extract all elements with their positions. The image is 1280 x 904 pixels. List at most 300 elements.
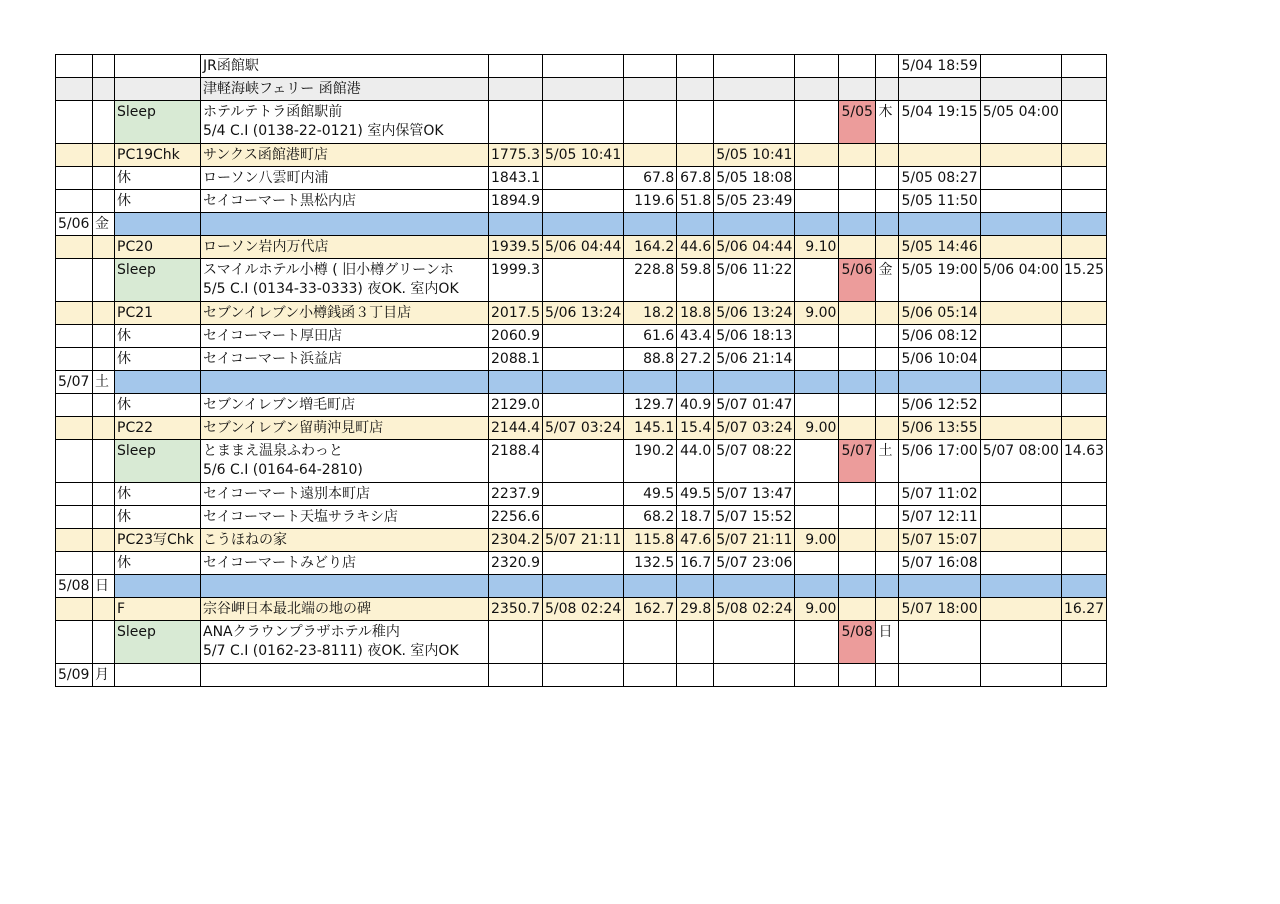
cell-speed[interactable] (795, 621, 839, 664)
cell-speed[interactable] (795, 167, 839, 190)
cell-sleep-date[interactable] (839, 394, 876, 417)
cell-arrival[interactable]: 5/06 21:14 (714, 348, 795, 371)
cell-arrival[interactable] (714, 213, 795, 236)
cell-location[interactable]: セイコーマート厚田店 (201, 325, 489, 348)
cell-pc-time[interactable]: 5/07 21:11 (543, 529, 624, 552)
cell-label[interactable]: 休 (115, 506, 201, 529)
cell-hours[interactable] (1061, 325, 1106, 348)
cell-speed[interactable] (795, 78, 839, 101)
cell-arrival[interactable]: 5/06 18:13 (714, 325, 795, 348)
cell-plan-end[interactable] (980, 167, 1061, 190)
cell-date[interactable]: 5/09 (56, 664, 93, 687)
cell-arrival[interactable]: 5/05 18:08 (714, 167, 795, 190)
cell-pc-time[interactable] (543, 552, 624, 575)
cell-hours[interactable] (1061, 417, 1106, 440)
cell-sleep-weekday[interactable] (876, 167, 899, 190)
cell-label[interactable]: Sleep (115, 621, 201, 664)
cell-segment-distance[interactable]: 18.7 (677, 506, 714, 529)
cell-date[interactable] (56, 483, 93, 506)
cell-location[interactable]: JR函館駅 (201, 55, 489, 78)
cell-hours[interactable] (1061, 575, 1106, 598)
cell-plan-end[interactable] (980, 664, 1061, 687)
cell-weekday[interactable] (93, 506, 115, 529)
cell-plan-end[interactable] (980, 55, 1061, 78)
cell-label[interactable]: PC19Chk (115, 144, 201, 167)
cell-distance[interactable]: 2017.5 (489, 302, 543, 325)
cell-hours[interactable] (1061, 55, 1106, 78)
cell-segment-total[interactable]: 88.8 (624, 348, 677, 371)
cell-sleep-date[interactable] (839, 664, 876, 687)
cell-plan-end[interactable]: 5/05 04:00 (980, 101, 1061, 144)
cell-pc-time[interactable]: 5/07 03:24 (543, 417, 624, 440)
cell-arrival[interactable]: 5/05 23:49 (714, 190, 795, 213)
cell-segment-distance[interactable] (677, 101, 714, 144)
cell-date[interactable] (56, 598, 93, 621)
cell-weekday[interactable] (93, 598, 115, 621)
cell-distance[interactable] (489, 78, 543, 101)
cell-plan-time[interactable]: 5/04 18:59 (899, 55, 980, 78)
cell-date[interactable] (56, 621, 93, 664)
cell-speed[interactable] (795, 144, 839, 167)
cell-speed[interactable] (795, 394, 839, 417)
cell-pc-time[interactable] (543, 190, 624, 213)
cell-hours[interactable] (1061, 664, 1106, 687)
cell-speed[interactable]: 9.00 (795, 598, 839, 621)
cell-location[interactable]: ANAクラウンプラザホテル稚内 5/7 C.I (0162-23-8111) 夜OK. 室内OK (201, 621, 489, 664)
cell-sleep-weekday[interactable] (876, 483, 899, 506)
cell-label[interactable] (115, 55, 201, 78)
cell-plan-end[interactable] (980, 144, 1061, 167)
cell-distance[interactable]: 2188.4 (489, 440, 543, 483)
cell-sleep-date[interactable] (839, 371, 876, 394)
cell-label[interactable] (115, 213, 201, 236)
cell-segment-distance[interactable] (677, 664, 714, 687)
cell-sleep-date[interactable] (839, 302, 876, 325)
cell-arrival[interactable] (714, 575, 795, 598)
cell-hours[interactable]: 15.25 (1061, 259, 1106, 302)
cell-label[interactable]: PC21 (115, 302, 201, 325)
cell-segment-total[interactable]: 228.8 (624, 259, 677, 302)
cell-speed[interactable] (795, 348, 839, 371)
cell-plan-end[interactable] (980, 213, 1061, 236)
cell-sleep-weekday[interactable] (876, 236, 899, 259)
cell-segment-total[interactable]: 68.2 (624, 506, 677, 529)
cell-sleep-weekday[interactable]: 土 (876, 440, 899, 483)
cell-location[interactable]: ホテルテトラ函館駅前 5/4 C.I (0138-22-0121) 室内保管OK (201, 101, 489, 144)
cell-location[interactable] (201, 213, 489, 236)
cell-distance[interactable]: 2304.2 (489, 529, 543, 552)
cell-hours[interactable] (1061, 506, 1106, 529)
cell-pc-time[interactable] (543, 167, 624, 190)
cell-plan-time[interactable] (899, 575, 980, 598)
cell-weekday[interactable]: 月 (93, 664, 115, 687)
cell-plan-time[interactable]: 5/05 14:46 (899, 236, 980, 259)
cell-weekday[interactable] (93, 325, 115, 348)
cell-distance[interactable] (489, 371, 543, 394)
cell-weekday[interactable] (93, 483, 115, 506)
cell-segment-total[interactable]: 49.5 (624, 483, 677, 506)
cell-sleep-date[interactable]: 5/05 (839, 101, 876, 144)
cell-segment-total[interactable] (624, 55, 677, 78)
cell-segment-distance[interactable]: 59.8 (677, 259, 714, 302)
cell-label[interactable]: 休 (115, 483, 201, 506)
cell-date[interactable] (56, 302, 93, 325)
cell-plan-end[interactable] (980, 78, 1061, 101)
cell-weekday[interactable] (93, 236, 115, 259)
cell-segment-total[interactable] (624, 664, 677, 687)
cell-speed[interactable] (795, 55, 839, 78)
cell-weekday[interactable] (93, 529, 115, 552)
cell-plan-time[interactable]: 5/05 08:27 (899, 167, 980, 190)
cell-plan-end[interactable] (980, 325, 1061, 348)
cell-distance[interactable]: 2060.9 (489, 325, 543, 348)
cell-label[interactable]: PC20 (115, 236, 201, 259)
cell-segment-total[interactable]: 61.6 (624, 325, 677, 348)
cell-distance[interactable]: 2144.4 (489, 417, 543, 440)
cell-sleep-date[interactable] (839, 190, 876, 213)
cell-pc-time[interactable]: 5/06 04:44 (543, 236, 624, 259)
cell-pc-time[interactable] (543, 78, 624, 101)
cell-plan-end[interactable] (980, 302, 1061, 325)
cell-hours[interactable] (1061, 483, 1106, 506)
cell-location[interactable]: セブンイレブン増毛町店 (201, 394, 489, 417)
cell-sleep-date[interactable] (839, 325, 876, 348)
cell-location[interactable] (201, 575, 489, 598)
cell-segment-total[interactable]: 162.7 (624, 598, 677, 621)
cell-sleep-date[interactable] (839, 55, 876, 78)
cell-speed[interactable]: 9.10 (795, 236, 839, 259)
cell-segment-distance[interactable] (677, 371, 714, 394)
cell-speed[interactable] (795, 213, 839, 236)
cell-arrival[interactable]: 5/06 13:24 (714, 302, 795, 325)
cell-sleep-date[interactable] (839, 348, 876, 371)
cell-segment-total[interactable] (624, 213, 677, 236)
cell-plan-end[interactable] (980, 552, 1061, 575)
cell-date[interactable] (56, 55, 93, 78)
cell-pc-time[interactable]: 5/08 02:24 (543, 598, 624, 621)
cell-pc-time[interactable] (543, 213, 624, 236)
cell-speed[interactable] (795, 440, 839, 483)
cell-pc-time[interactable] (543, 621, 624, 664)
cell-label[interactable]: F (115, 598, 201, 621)
cell-hours[interactable]: 16.27 (1061, 598, 1106, 621)
cell-segment-total[interactable] (624, 144, 677, 167)
cell-arrival[interactable]: 5/06 11:22 (714, 259, 795, 302)
cell-date[interactable] (56, 167, 93, 190)
cell-arrival[interactable] (714, 78, 795, 101)
cell-sleep-weekday[interactable] (876, 325, 899, 348)
cell-distance[interactable]: 2256.6 (489, 506, 543, 529)
cell-speed[interactable] (795, 664, 839, 687)
cell-location[interactable]: こうほねの家 (201, 529, 489, 552)
cell-plan-end[interactable] (980, 529, 1061, 552)
cell-sleep-date[interactable] (839, 575, 876, 598)
cell-pc-time[interactable] (543, 101, 624, 144)
cell-plan-time[interactable]: 5/07 15:07 (899, 529, 980, 552)
cell-weekday[interactable] (93, 190, 115, 213)
cell-segment-total[interactable]: 129.7 (624, 394, 677, 417)
cell-sleep-weekday[interactable]: 木 (876, 101, 899, 144)
cell-segment-total[interactable]: 164.2 (624, 236, 677, 259)
cell-speed[interactable] (795, 190, 839, 213)
cell-arrival[interactable] (714, 55, 795, 78)
cell-sleep-date[interactable] (839, 213, 876, 236)
cell-date[interactable] (56, 394, 93, 417)
cell-speed[interactable]: 9.00 (795, 529, 839, 552)
cell-label[interactable]: Sleep (115, 259, 201, 302)
cell-sleep-weekday[interactable] (876, 394, 899, 417)
cell-plan-end[interactable] (980, 575, 1061, 598)
cell-sleep-weekday[interactable] (876, 190, 899, 213)
cell-location[interactable]: セイコーマート浜益店 (201, 348, 489, 371)
cell-weekday[interactable] (93, 348, 115, 371)
cell-speed[interactable] (795, 101, 839, 144)
cell-sleep-weekday[interactable] (876, 552, 899, 575)
cell-sleep-date[interactable]: 5/06 (839, 259, 876, 302)
cell-plan-time[interactable] (899, 664, 980, 687)
cell-arrival[interactable]: 5/07 13:47 (714, 483, 795, 506)
cell-sleep-weekday[interactable] (876, 213, 899, 236)
cell-plan-end[interactable]: 5/06 04:00 (980, 259, 1061, 302)
cell-arrival[interactable] (714, 664, 795, 687)
cell-speed[interactable]: 9.00 (795, 417, 839, 440)
cell-arrival[interactable]: 5/08 02:24 (714, 598, 795, 621)
cell-arrival[interactable] (714, 621, 795, 664)
cell-sleep-weekday[interactable] (876, 371, 899, 394)
cell-date[interactable] (56, 78, 93, 101)
cell-segment-distance[interactable] (677, 575, 714, 598)
cell-sleep-weekday[interactable] (876, 529, 899, 552)
cell-weekday[interactable]: 金 (93, 213, 115, 236)
cell-location[interactable]: スマイルホテル小樽 ( 旧小樽グリーンホ 5/5 C.I (0134-33-0333) 夜OK. 室内OK (201, 259, 489, 302)
cell-pc-time[interactable] (543, 575, 624, 598)
cell-distance[interactable] (489, 55, 543, 78)
cell-plan-time[interactable]: 5/07 16:08 (899, 552, 980, 575)
cell-segment-total[interactable]: 18.2 (624, 302, 677, 325)
cell-hours[interactable] (1061, 302, 1106, 325)
cell-date[interactable] (56, 190, 93, 213)
cell-location[interactable]: セブンイレブン留萌沖見町店 (201, 417, 489, 440)
cell-pc-time[interactable] (543, 664, 624, 687)
cell-sleep-date[interactable] (839, 78, 876, 101)
cell-weekday[interactable] (93, 167, 115, 190)
cell-plan-time[interactable] (899, 213, 980, 236)
cell-label[interactable]: 休 (115, 190, 201, 213)
cell-plan-end[interactable] (980, 348, 1061, 371)
cell-distance[interactable] (489, 621, 543, 664)
cell-date[interactable]: 5/06 (56, 213, 93, 236)
cell-sleep-weekday[interactable] (876, 598, 899, 621)
cell-segment-total[interactable]: 119.6 (624, 190, 677, 213)
cell-segment-distance[interactable] (677, 78, 714, 101)
cell-sleep-date[interactable]: 5/07 (839, 440, 876, 483)
cell-arrival[interactable]: 5/07 08:22 (714, 440, 795, 483)
cell-sleep-weekday[interactable] (876, 302, 899, 325)
cell-arrival[interactable] (714, 371, 795, 394)
cell-distance[interactable]: 1894.9 (489, 190, 543, 213)
cell-segment-total[interactable] (624, 575, 677, 598)
cell-weekday[interactable] (93, 417, 115, 440)
cell-weekday[interactable] (93, 55, 115, 78)
cell-weekday[interactable] (93, 101, 115, 144)
cell-hours[interactable] (1061, 101, 1106, 144)
cell-date[interactable] (56, 417, 93, 440)
cell-pc-time[interactable] (543, 483, 624, 506)
cell-distance[interactable]: 1999.3 (489, 259, 543, 302)
cell-segment-total[interactable]: 132.5 (624, 552, 677, 575)
cell-date[interactable] (56, 506, 93, 529)
cell-segment-total[interactable] (624, 101, 677, 144)
cell-segment-distance[interactable]: 29.8 (677, 598, 714, 621)
cell-weekday[interactable]: 土 (93, 371, 115, 394)
cell-segment-total[interactable]: 115.8 (624, 529, 677, 552)
cell-date[interactable] (56, 440, 93, 483)
cell-plan-time[interactable] (899, 621, 980, 664)
cell-sleep-date[interactable] (839, 529, 876, 552)
cell-plan-time[interactable] (899, 371, 980, 394)
cell-sleep-date[interactable] (839, 483, 876, 506)
cell-plan-time[interactable]: 5/07 18:00 (899, 598, 980, 621)
cell-plan-time[interactable]: 5/06 12:52 (899, 394, 980, 417)
cell-plan-time[interactable]: 5/05 19:00 (899, 259, 980, 302)
cell-location[interactable]: 宗谷岬日本最北端の地の碑 (201, 598, 489, 621)
cell-sleep-weekday[interactable] (876, 664, 899, 687)
cell-location[interactable]: セイコーマート遠別本町店 (201, 483, 489, 506)
cell-segment-distance[interactable]: 44.0 (677, 440, 714, 483)
cell-segment-distance[interactable]: 44.6 (677, 236, 714, 259)
cell-pc-time[interactable] (543, 506, 624, 529)
cell-hours[interactable] (1061, 552, 1106, 575)
cell-date[interactable]: 5/08 (56, 575, 93, 598)
cell-plan-end[interactable] (980, 598, 1061, 621)
cell-distance[interactable]: 1775.3 (489, 144, 543, 167)
cell-date[interactable] (56, 348, 93, 371)
cell-pc-time[interactable] (543, 348, 624, 371)
cell-plan-time[interactable]: 5/04 19:15 (899, 101, 980, 144)
cell-sleep-date[interactable] (839, 506, 876, 529)
cell-pc-time[interactable] (543, 55, 624, 78)
cell-plan-end[interactable] (980, 371, 1061, 394)
cell-sleep-weekday[interactable] (876, 417, 899, 440)
cell-sleep-weekday[interactable]: 日 (876, 621, 899, 664)
cell-location[interactable]: セイコーマート天塩サラキシ店 (201, 506, 489, 529)
cell-speed[interactable] (795, 575, 839, 598)
cell-speed[interactable] (795, 483, 839, 506)
cell-arrival[interactable]: 5/05 10:41 (714, 144, 795, 167)
cell-pc-time[interactable] (543, 325, 624, 348)
cell-segment-total[interactable] (624, 78, 677, 101)
cell-arrival[interactable]: 5/07 23:06 (714, 552, 795, 575)
cell-segment-distance[interactable]: 51.8 (677, 190, 714, 213)
cell-segment-total[interactable] (624, 621, 677, 664)
cell-sleep-weekday[interactable] (876, 575, 899, 598)
cell-distance[interactable] (489, 101, 543, 144)
cell-arrival[interactable]: 5/06 04:44 (714, 236, 795, 259)
cell-label[interactable]: Sleep (115, 440, 201, 483)
cell-date[interactable] (56, 552, 93, 575)
cell-plan-end[interactable] (980, 417, 1061, 440)
cell-location[interactable]: セブンイレブン小樽銭函３丁目店 (201, 302, 489, 325)
cell-distance[interactable] (489, 664, 543, 687)
cell-speed[interactable] (795, 506, 839, 529)
cell-plan-time[interactable]: 5/07 11:02 (899, 483, 980, 506)
cell-distance[interactable] (489, 213, 543, 236)
cell-plan-time[interactable]: 5/07 12:11 (899, 506, 980, 529)
cell-segment-distance[interactable]: 27.2 (677, 348, 714, 371)
cell-hours[interactable] (1061, 394, 1106, 417)
cell-plan-end[interactable] (980, 621, 1061, 664)
cell-plan-time[interactable]: 5/06 13:55 (899, 417, 980, 440)
cell-arrival[interactable]: 5/07 15:52 (714, 506, 795, 529)
cell-plan-time[interactable] (899, 144, 980, 167)
cell-distance[interactable]: 2320.9 (489, 552, 543, 575)
cell-plan-end[interactable] (980, 236, 1061, 259)
cell-weekday[interactable]: 日 (93, 575, 115, 598)
cell-sleep-weekday[interactable] (876, 348, 899, 371)
cell-weekday[interactable] (93, 440, 115, 483)
cell-plan-end[interactable] (980, 394, 1061, 417)
cell-label[interactable]: 休 (115, 167, 201, 190)
cell-hours[interactable] (1061, 190, 1106, 213)
cell-plan-end[interactable] (980, 483, 1061, 506)
cell-location[interactable]: セイコーマート黒松内店 (201, 190, 489, 213)
cell-speed[interactable] (795, 371, 839, 394)
cell-segment-distance[interactable]: 16.7 (677, 552, 714, 575)
cell-date[interactable] (56, 259, 93, 302)
cell-label[interactable]: PC22 (115, 417, 201, 440)
cell-plan-time[interactable] (899, 78, 980, 101)
cell-sleep-date[interactable] (839, 236, 876, 259)
cell-hours[interactable] (1061, 213, 1106, 236)
cell-arrival[interactable] (714, 101, 795, 144)
cell-date[interactable] (56, 101, 93, 144)
cell-segment-distance[interactable]: 49.5 (677, 483, 714, 506)
cell-distance[interactable]: 2350.7 (489, 598, 543, 621)
cell-pc-time[interactable] (543, 440, 624, 483)
cell-weekday[interactable] (93, 621, 115, 664)
cell-pc-time[interactable]: 5/05 10:41 (543, 144, 624, 167)
cell-label[interactable]: Sleep (115, 101, 201, 144)
cell-sleep-weekday[interactable] (876, 78, 899, 101)
cell-sleep-date[interactable] (839, 417, 876, 440)
cell-weekday[interactable] (93, 394, 115, 417)
cell-sleep-weekday[interactable] (876, 55, 899, 78)
cell-hours[interactable] (1061, 144, 1106, 167)
cell-segment-distance[interactable] (677, 55, 714, 78)
cell-sleep-date[interactable] (839, 167, 876, 190)
cell-plan-time[interactable]: 5/06 08:12 (899, 325, 980, 348)
cell-sleep-weekday[interactable] (876, 144, 899, 167)
cell-location[interactable]: サンクス函館港町店 (201, 144, 489, 167)
cell-segment-total[interactable]: 145.1 (624, 417, 677, 440)
cell-segment-total[interactable]: 190.2 (624, 440, 677, 483)
cell-distance[interactable]: 2129.0 (489, 394, 543, 417)
cell-speed[interactable] (795, 552, 839, 575)
cell-arrival[interactable]: 5/07 03:24 (714, 417, 795, 440)
cell-location[interactable]: 津軽海峡フェリー 函館港 (201, 78, 489, 101)
cell-distance[interactable]: 1939.5 (489, 236, 543, 259)
cell-label[interactable]: PC23写Chk (115, 529, 201, 552)
cell-hours[interactable] (1061, 529, 1106, 552)
cell-plan-end[interactable] (980, 190, 1061, 213)
cell-sleep-weekday[interactable]: 金 (876, 259, 899, 302)
cell-label[interactable] (115, 664, 201, 687)
cell-weekday[interactable] (93, 259, 115, 302)
cell-plan-end[interactable]: 5/07 08:00 (980, 440, 1061, 483)
cell-label[interactable] (115, 371, 201, 394)
cell-distance[interactable]: 2088.1 (489, 348, 543, 371)
cell-distance[interactable]: 2237.9 (489, 483, 543, 506)
